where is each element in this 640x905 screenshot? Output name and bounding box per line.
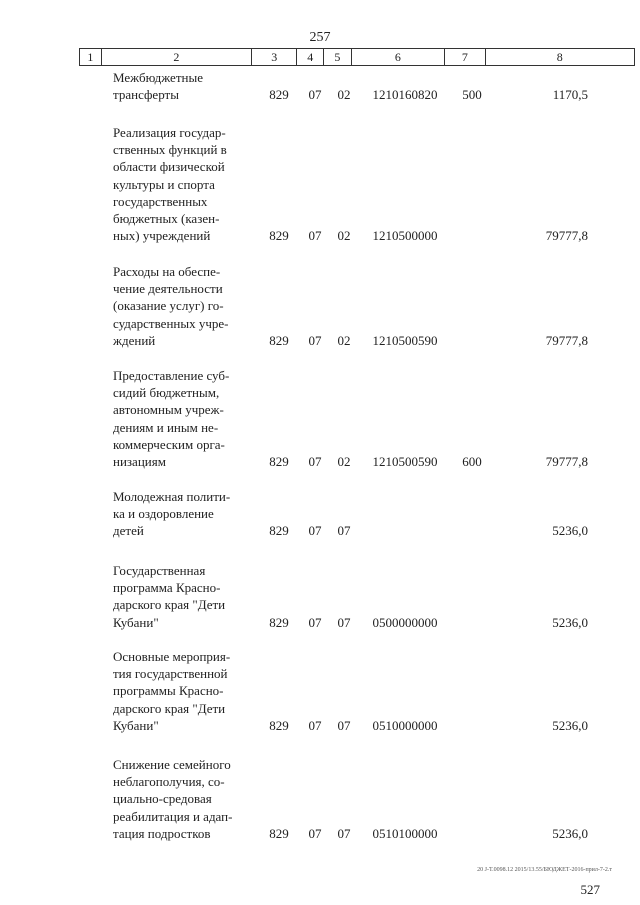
row-description-line: ка и оздоровление [113,506,214,522]
row-description-line: реабилитация и адап- [113,808,233,824]
row-cell-c8: 5236,0 [552,614,588,630]
row-description-line: ждений [113,332,156,348]
row-cell-c6: 1210160820 [372,87,438,103]
row-cell-c8: 79777,8 [545,332,588,348]
row-cell-c5: 02 [337,454,351,469]
row-cell-c5: 02 [337,87,351,103]
row-cell-c5: 02 [337,332,351,348]
column-header-2: 2 [101,49,251,66]
row-description-line: Кубани" [113,717,159,733]
row-description-line: Реализация государ- [113,125,226,140]
row-description-line: области физической [113,159,225,175]
row-description-line: автономным учреж- [113,402,224,418]
row-cell-c3: 829 [269,332,289,348]
row-cell-c3: 829 [269,614,289,630]
row-description-line: ственных функций в [113,142,227,158]
row-description-line: дарского края "Дети [113,700,226,716]
footer-document-code: 20 J-T.0098.12 2015/13.55/БЮДЖЕТ-2016-прил-7-2.т [477,867,612,873]
column-header-3: 3 [252,49,297,66]
row-description [113,756,249,842]
row-cell-c7: 500 [462,87,482,103]
row-cell-c5: 07 [337,825,351,841]
row-description [113,367,249,470]
row-description-line: государственных [113,193,208,209]
row-cell-c8: 1170,5 [552,87,588,103]
row-cell-c5: 07 [337,523,351,539]
row-description [113,124,249,244]
row-description-line: сударственных учре- [113,315,229,331]
row-description-line: тия государственной [113,666,228,682]
column-header-row [79,48,635,66]
row-description [113,263,249,349]
row-cell-c3: 829 [269,87,289,103]
row-cell-c4: 07 [308,332,322,348]
row-description-line: Предоставление суб- [113,368,230,383]
row-description-line: Кубани" [113,614,159,630]
row-description-line: тация подростков [113,825,211,841]
row-description-line: бюджетных (казен- [113,211,220,227]
row-cell-c5: 07 [337,614,351,630]
row-description-line: Расходы на обеспе- [113,264,221,279]
row-cell-c8: 79777,8 [545,228,588,244]
row-description-line: Межбюджетные [113,70,203,85]
column-header-4: 4 [297,49,324,66]
row-description [113,648,249,734]
row-description-line: дарского края "Дети [113,597,226,613]
row-cell-c8: 5236,0 [552,717,588,733]
row-description-line: (оказание услуг) го- [113,298,224,314]
row-description-line: Молодежная полити- [113,489,231,504]
row-cell-c8: 79777,8 [545,454,588,469]
row-cell-c4: 07 [308,454,322,469]
row-description-line: программа Красно- [113,580,221,596]
row-description-line: Снижение семейного [113,757,231,772]
row-cell-c4: 07 [308,825,322,841]
row-cell-c3: 829 [269,228,289,244]
row-cell-c3: 829 [269,454,289,469]
row-cell-c6: 0500000000 [372,614,438,630]
column-header-6: 6 [351,49,444,66]
row-cell-c4: 07 [308,228,322,244]
page-number-bottom: 527 [580,882,600,897]
row-cell-c7: 600 [462,454,482,469]
row-description-line: Основные мероприя- [113,649,231,664]
row-description [113,562,249,631]
column-header-5: 5 [324,49,352,66]
row-description-line: циально-средовая [113,791,212,807]
row-description-line: коммерческим орга- [113,436,225,452]
row-cell-c6: 1210500590 [372,332,438,348]
row-description [113,69,249,103]
row-cell-c3: 829 [269,523,289,539]
row-cell-c5: 07 [337,717,351,733]
row-cell-c8: 5236,0 [552,523,588,539]
row-cell-c4: 07 [308,717,322,733]
row-cell-c3: 829 [269,717,289,733]
row-description [113,488,249,540]
row-description-line: детей [113,523,144,539]
row-description-line: Государственная [113,563,206,578]
row-cell-c5: 02 [337,228,351,244]
row-description-line: неблагополучия, со- [113,774,225,790]
row-description-line: дениям и иным не- [113,419,219,435]
column-header-1: 1 [87,49,94,64]
row-description-line: сидий бюджетным, [113,385,220,401]
row-description-line: ных) учреждений [113,228,211,244]
row-description-line: чение деятельности [113,281,223,297]
row-cell-c6: 1210500590 [372,454,438,469]
row-description-line: низациям [113,454,166,470]
row-cell-c4: 07 [308,614,322,630]
row-cell-c3: 829 [269,825,289,841]
row-description-line: культуры и спорта [113,176,215,192]
column-header-8: 8 [485,49,634,66]
row-cell-c6: 0510000000 [372,717,438,733]
row-cell-c6: 1210500000 [372,228,438,244]
page-number-top: 257 [309,30,331,45]
column-header-7: 7 [445,49,485,66]
row-cell-c8: 5236,0 [552,825,588,841]
row-cell-c6: 0510100000 [372,825,438,841]
row-cell-c4: 07 [308,87,322,103]
row-description-line: программы Красно- [113,683,224,699]
row-description-line: трансферты [113,87,179,103]
row-cell-c4: 07 [308,523,322,539]
